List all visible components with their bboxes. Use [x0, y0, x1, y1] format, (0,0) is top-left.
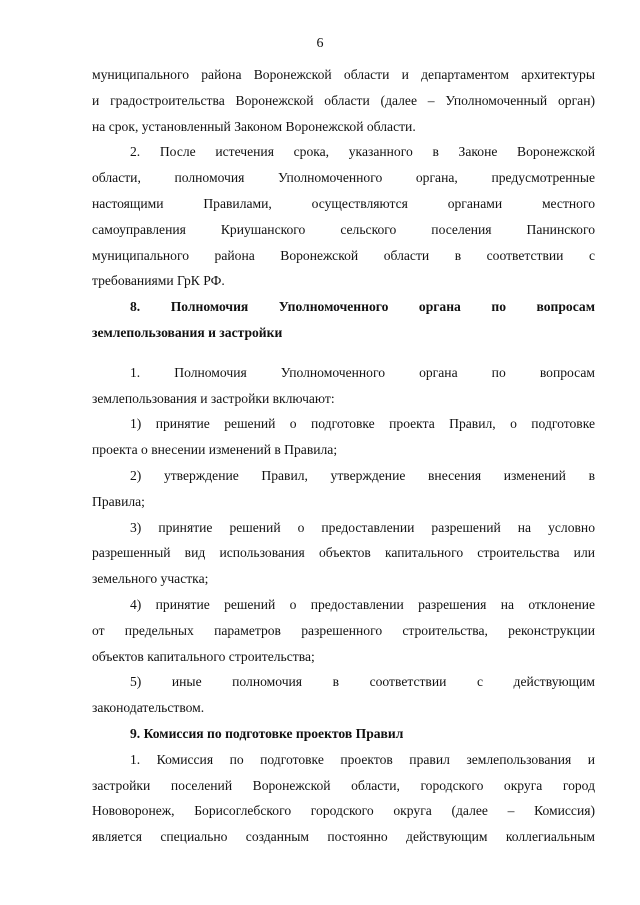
spacer — [92, 346, 595, 360]
list-item-2 — [92, 463, 595, 515]
heading-line: землепользования и застройки — [92, 324, 283, 340]
text-line: настоящими Правилами, осуществляются органами местного — [92, 195, 595, 211]
text-line: земельного участка; — [92, 571, 209, 587]
page-number: 6 — [316, 36, 324, 51]
text-line: и градостроительства Воронежской области (далее – Уполномоченный орган) — [92, 92, 595, 108]
section-heading-8 — [92, 294, 595, 346]
list-item-4 — [92, 592, 595, 669]
text-line: землепользования и застройки включают: — [92, 390, 335, 406]
paragraph-continuation — [92, 62, 595, 139]
text-line: Нововоронеж, Борисоглебского городского округа (далее – Комиссия) — [92, 803, 595, 819]
text-line: является специально созданным постоянно действующим коллегиальным — [92, 829, 595, 845]
text-line: муниципального района Воронежской области в соответствии с — [92, 247, 595, 263]
heading-line: 9. Комиссия по подготовке проектов Правил — [130, 725, 404, 741]
paragraph-9-1 — [92, 747, 595, 850]
text-line: 5) иные полномочия в соответствии с действующим — [130, 674, 595, 690]
text-line: законодательством. — [92, 700, 205, 716]
list-item-3 — [92, 515, 595, 592]
text-line: от предельных параметров разрешенного строительства, реконструкции — [92, 622, 595, 638]
list-item-5 — [92, 669, 595, 721]
text-line: муниципального района Воронежской области и департаментом архитектуры — [92, 67, 595, 82]
text-line: Правила; — [92, 493, 145, 509]
text-line: области, полномочия Уполномоченного органа, предусмотренные — [92, 170, 595, 186]
text-line: самоуправления Криушанского сельского поселения Панинского — [92, 221, 595, 237]
text-line: 1) принятие решений о подготовке проекта Правил, о подготовке — [130, 416, 595, 432]
text-line: на срок, установленный Законом Воронежской области. — [92, 118, 416, 134]
text-line: 1. Полномочия Уполномоченного органа по вопросам — [130, 364, 595, 380]
text-line: 2. После истечения срока, указанного в Законе Воронежской — [130, 144, 595, 160]
text-line: разрешенный вид использования объектов капитального строительства или — [92, 545, 595, 561]
paragraph-8-1 — [92, 360, 595, 412]
heading-line: 8. Полномочия Уполномоченного органа по вопросам — [130, 299, 595, 315]
text-line: 4) принятие решений о предоставлении разрешения на отклонение — [130, 596, 595, 612]
section-heading-9 — [92, 721, 595, 747]
document-body — [92, 62, 595, 850]
text-line: объектов капитального строительства; — [92, 648, 315, 664]
list-item-1 — [92, 411, 595, 463]
text-line: 2) утверждение Правил, утверждение внесения изменений в — [130, 467, 595, 483]
text-line: требованиями ГрК РФ. — [92, 273, 225, 289]
text-line: 1. Комиссия по подготовке проектов правил землепользования и — [130, 751, 595, 767]
text-line: 3) принятие решений о предоставлении разрешений на условно — [130, 519, 595, 535]
text-line: застройки поселений Воронежской области, городского округа город — [92, 777, 595, 793]
paragraph-2 — [92, 139, 595, 294]
text-line: проекта о внесении изменений в Правила; — [92, 442, 338, 458]
